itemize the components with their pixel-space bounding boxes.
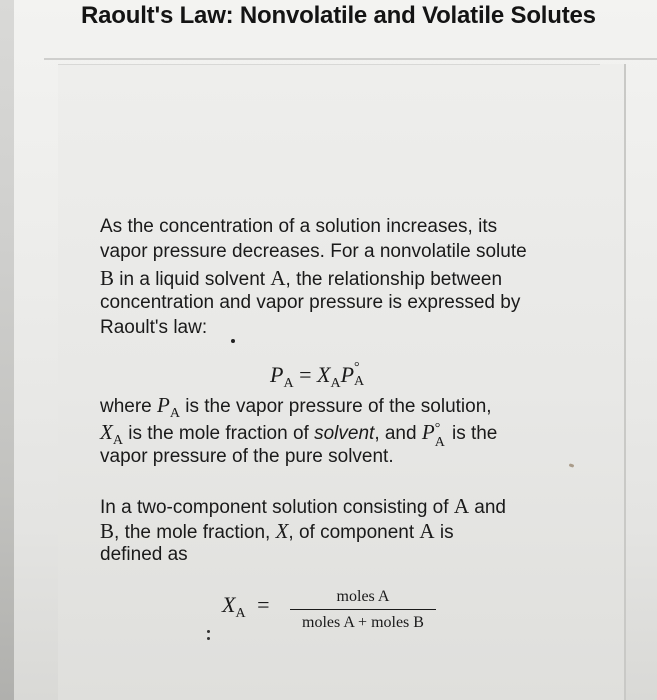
two-component-line-1 (100, 494, 506, 520)
mf-fraction-bar (290, 609, 436, 610)
exp-x: X (100, 420, 113, 444)
mole-fraction-fraction (290, 586, 436, 634)
var-a: A (270, 266, 286, 290)
two-component-line-1-post: and (468, 497, 506, 518)
explanation-line-2-post: , and (374, 423, 422, 444)
two-component-line-1-pre: In a two-component solution consisting of (100, 497, 454, 518)
intro-line-1: As the concentration of a solution increases, its (100, 216, 498, 237)
mf-equals: = (257, 592, 270, 617)
var-b: B (100, 266, 115, 290)
eq-p0-sub: A (354, 374, 365, 389)
right-panel-border (624, 64, 626, 700)
cursor-dot (231, 339, 235, 343)
solvent-word: solvent (314, 423, 375, 444)
explanation-line-2 (100, 420, 497, 448)
mf-x-sub: A (235, 606, 246, 621)
eq-p-a-sub: A (283, 376, 294, 391)
explanation-line-2-end: is the (446, 423, 498, 444)
explanation-where: where (100, 396, 158, 417)
mole-fraction-lhs (222, 592, 270, 621)
eq-x-a: X (317, 362, 331, 387)
two-component-line-3: defined as (100, 544, 188, 565)
two-component-line-2 (100, 519, 454, 545)
page-title: Raoult's Law: Nonvolatile and Volatile Solutes (81, 2, 596, 29)
mf-denominator: moles A + moles B (302, 614, 424, 631)
eq-p0-a: P (340, 362, 355, 387)
card-top-border (58, 64, 600, 65)
exp-p0-sub: A (434, 435, 445, 450)
intro-line-5: Raoult's law: (100, 317, 208, 338)
colon-dot-top (207, 630, 210, 633)
eq-equals: = (299, 362, 312, 387)
explanation-line-2-mid: is the mole fraction of (122, 423, 315, 444)
exp-p0: P (421, 420, 435, 444)
header-divider (44, 58, 657, 60)
eq-p0-sup: ° (354, 360, 360, 375)
exp-p: P (157, 393, 170, 417)
explanation-line-1-post: is the vapor pressure of the solution, (179, 396, 492, 417)
two-component-line-2-mid2: , of component (288, 522, 420, 543)
eq-p-a: P (270, 362, 284, 387)
tc-var-x: X (275, 519, 289, 543)
intro-line-3 (100, 266, 502, 292)
raoult-equation (270, 360, 366, 391)
mf-x: X (222, 592, 236, 617)
explanation-line-3: vapor pressure of the pure solvent. (100, 446, 394, 467)
eq-x-a-sub: A (330, 376, 341, 391)
tc-var-b: B (100, 519, 115, 543)
exp-p-sub: A (169, 406, 180, 421)
explanation-line-1 (100, 393, 492, 421)
intro-line-3-post: , the relationship between (285, 269, 503, 290)
mf-numerator: moles A (336, 588, 390, 605)
two-component-line-2-end: is (434, 522, 454, 543)
exp-x-sub: A (112, 433, 123, 448)
two-component-line-2-mid: , the mole fraction, (114, 522, 276, 543)
intro-line-2: vapor pressure decreases. For a nonvolatile solute (100, 241, 527, 262)
intro-line-3-pre: in a liquid solvent (119, 269, 271, 290)
intro-line-4: concentration and vapor pressure is expressed by (100, 292, 521, 313)
exp-p0-sup: ° (434, 421, 441, 436)
colon-dot-bottom (207, 637, 210, 640)
tc-var-a: A (453, 494, 469, 518)
tc-var-a2: A (419, 519, 435, 543)
